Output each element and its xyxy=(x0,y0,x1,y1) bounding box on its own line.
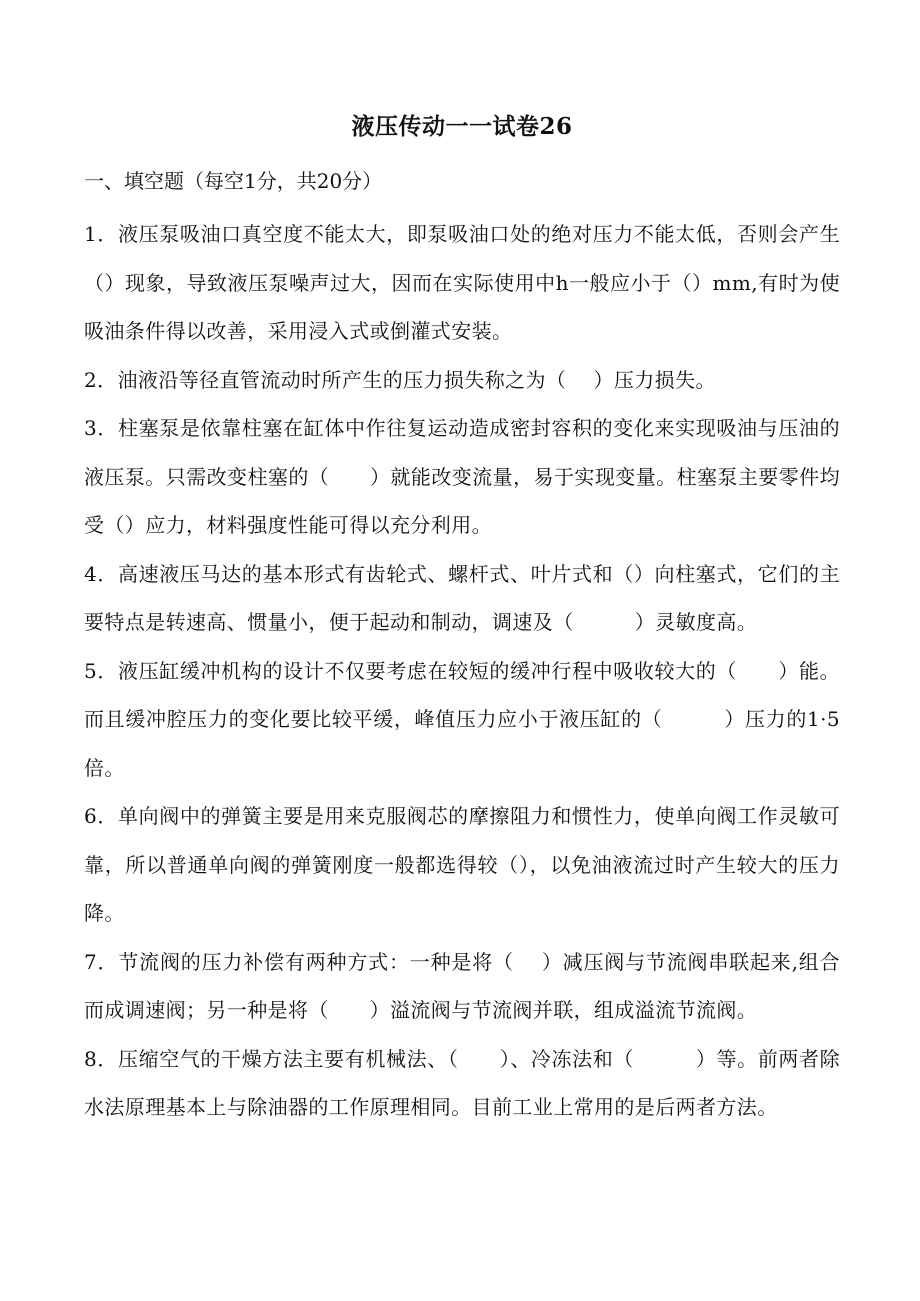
exam-page xyxy=(84,108,840,1132)
question-item: 6．单向阀中的弹簧主要是用来克服阀芯的摩擦阻力和惯性力，使单向阀工作灵敏可靠，所以普通单向阀的弹簧刚度一般都选得较（），以免油液流过时产生较大的压力降。 xyxy=(84,804,840,925)
question-item: 3．柱塞泵是依靠柱塞在缸体中作往复运动造成密封容积的变化来实现吸油与压油的液压泵。只需改变柱塞的（ ）就能改变流量，易于实现变量。柱塞泵主要零件均受（）应力，材料强度性能可得以充分利用。 xyxy=(84,416,840,537)
question-item: 8．压缩空气的干燥方法主要有机械法、（ ）、冷冻法和（ ）等。前两者除水法原理基本上与除油器的工作原理相同。目前工业上常用的是后两者方法。 xyxy=(84,1046,840,1119)
exam-title: 液压传动一一试卷26 xyxy=(351,113,573,140)
section-heading: 一、填空题（每空1分，共20分） xyxy=(84,169,383,193)
question-item: 7．节流阀的压力补偿有两种方式：一种是将（ ）减压阀与节流阀串联起来,组合而成调速阀；另一种是将（ ）溢流阀与节流阀并联，组成溢流节流阀。 xyxy=(84,949,840,1022)
question-item: 2．油液沿等径直管流动时所产生的压力损失称之为（ ）压力损失。 xyxy=(84,367,716,392)
question-item: 1．液压泵吸油口真空度不能太大，即泵吸油口处的绝对压力不能太低，否则会产生（）现象，导致液压泵噪声过大，因而在实际使用中h一般应小于（）mm,有时为使吸油条件得以改善，采用浸入式或倒灌式安装。 xyxy=(84,222,840,343)
question-list xyxy=(84,210,840,1132)
question-item: 5．液压缸缓冲机构的设计不仅要考虑在较短的缓冲行程中吸收较大的（ ）能。而且缓冲腔压力的变化要比较平缓，峰值压力应小于液压缸的（ ）压力的1·5倍。 xyxy=(84,658,840,780)
question-item: 4．高速液压马达的基本形式有齿轮式、螺杆式、叶片式和（）向柱塞式，它们的主要特点是转速高、惯量小，便于起动和制动，调速及（ ）灵敏度高。 xyxy=(84,561,840,634)
